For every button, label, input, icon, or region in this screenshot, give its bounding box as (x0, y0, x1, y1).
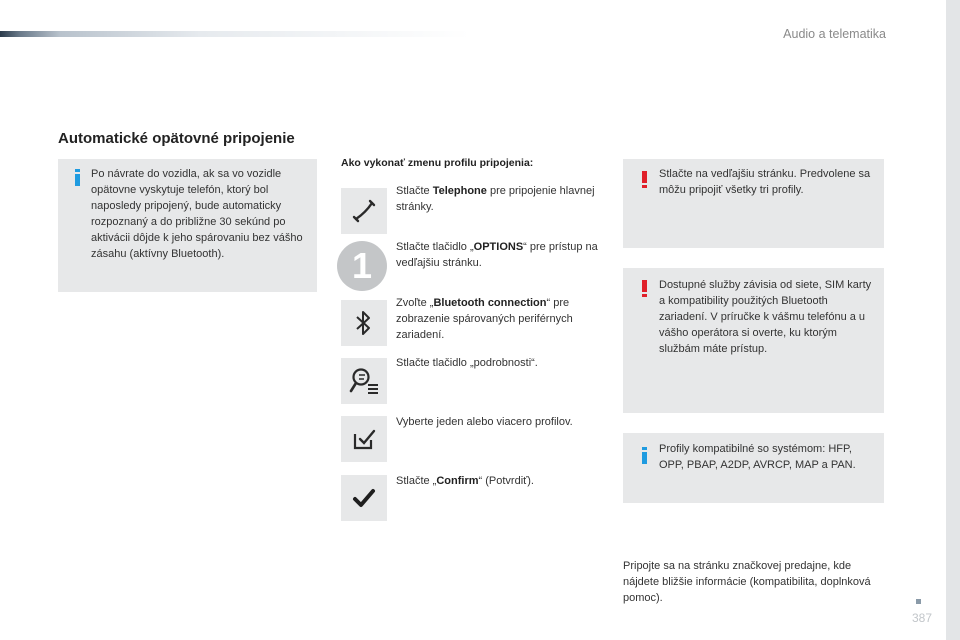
info-icon (642, 447, 647, 464)
warning-icon (642, 171, 647, 188)
warning-box-services (623, 268, 884, 413)
search-details-icon (341, 358, 387, 404)
step-6-text: Stlačte „Confirm“ (Potvrdiť). (396, 475, 534, 487)
page-marker (916, 599, 921, 604)
section-title: Automatické opätovné pripojenie (58, 130, 295, 147)
warning-box-1-text: Stlačte na vedľajšiu stránku. Predvolene sa môžu pripojiť všetky tri profily. (659, 168, 871, 196)
step-number-badge: 1 (337, 241, 387, 291)
checkmark-icon (341, 475, 387, 521)
warning-box-2-text: Dostupné služby závisia od siete, SIM karty a kompatibility použitých Bluetooth zariadení. V príručke k vášmu telefónu a u vášho operátora si overte, ku ktorým službám máte prístup. (659, 279, 872, 355)
phone-handset-icon (341, 188, 387, 234)
footer-note: Pripojte sa na stránku značkovej predajne, kde nájdete bližšie informácie (kompatibilita, doplnková pomoc). (623, 560, 871, 604)
bluetooth-icon (341, 300, 387, 346)
step-4-text: Stlačte tlačidlo „podrobnosti“. (396, 357, 538, 369)
step-5-text: Vyberte jeden alebo viacero profilov. (396, 416, 573, 428)
checkbox-icon (341, 416, 387, 462)
page-edge-strip (946, 0, 960, 640)
warning-icon (642, 280, 647, 297)
info-box-right-text: Profily kompatibilné so systémom: HFP, OPP, PBAP, A2DP, AVRCP, MAP a PAN. (659, 443, 856, 471)
info-icon (75, 169, 80, 186)
header-gradient-bar (0, 31, 470, 37)
step-3-text: Zvoľte „Bluetooth connection“ pre zobrazenie spárovaných periférnych zariadení. (396, 297, 573, 341)
info-box-auto-reconnect (58, 159, 317, 292)
warning-box-profiles (623, 159, 884, 248)
step-2-text: Stlačte tlačidlo „OPTIONS“ pre prístup na vedľajšiu stránku. (396, 241, 598, 269)
procedure-heading: Ako vykonať zmenu profilu pripojenia: (341, 157, 534, 169)
info-box-compatible-profiles (623, 433, 884, 503)
page-number: 387 (912, 611, 933, 625)
chapter-title: Audio a telematika (783, 27, 886, 41)
step-1-text: Stlačte Telephone pre pripojenie hlavnej stránky. (396, 185, 595, 213)
info-box-text: Po návrate do vozidla, ak sa vo vozidle opätovne vyskytuje telefón, ktorý bol naposledy pripojený, bude automaticky rozpoznaný a do približne 30 sekúnd po aktivácii dôjde k jeho spárovaniu bez vášho zásahu (aktívny Bluetooth). (91, 168, 303, 260)
